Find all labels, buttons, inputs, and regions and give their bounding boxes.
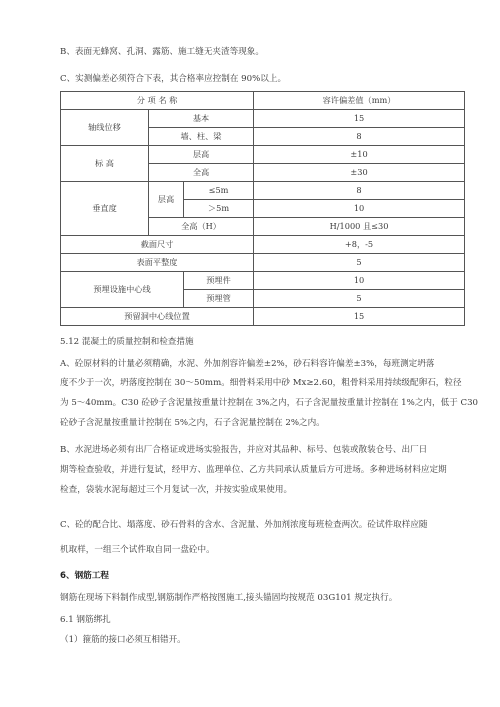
paragraph-a-line: A、砼原材料的计量必须精确，水泥、外加剂容许偏差±2%，砂石料容许偏差±3%，每班测定坍落 — [60, 359, 435, 369]
table-row — [61, 272, 465, 290]
paragraph-b: B、表面无蜂窝、孔洞、露筋、施工缝无夹渣等现象。 — [60, 47, 264, 57]
table-row — [61, 236, 465, 254]
paragraph-b2-line: 检查，袋装水泥每超过三个月复试一次，并按实验成果使用。 — [60, 485, 293, 495]
paragraph-a-line: 砼砂子含泥量按重量计控制在 5%之内，石子含泥量控制在 2%之内。 — [60, 418, 325, 428]
cell-value: 8 — [254, 182, 465, 200]
cell-elev-floor: 层高 — [149, 146, 254, 164]
table-row — [61, 182, 465, 200]
section-6-1-title: 6.1 钢筋绑扎 — [60, 615, 111, 625]
item-1: （1）箍筋的接口必须互相错开。 — [60, 635, 186, 645]
table-row — [61, 254, 465, 272]
cell-value: ±10 — [254, 146, 465, 164]
rebar-intro: 钢筋在现场下料制作成型,钢筋制作严格按图施工,接头锚固均按规范 03G101 规定执行。 — [60, 593, 398, 603]
table-row — [61, 146, 465, 164]
paragraph-c: C、实测偏差必须符合下表，其合格率应控制在 90%以上。 — [60, 74, 287, 84]
cell-value: 10 — [254, 200, 465, 218]
paragraph-c2-line: 机取样，一组三个试件取自同一盘砼中。 — [60, 545, 215, 555]
cell-vert-le5: ≤5m — [184, 182, 254, 200]
cell-vert-total: 全高（H） — [149, 218, 254, 236]
header-item: 分 项 名 称 — [61, 92, 254, 110]
cell-axis-basic: 基本 — [149, 110, 254, 128]
paragraph-b2-line: B、水泥进场必须有出厂合格证或进场实验报告，并应对其品种、标号、包装或散装仓号、出厂日 — [60, 445, 428, 455]
cell-elev-total: 全高 — [149, 164, 254, 182]
cell-vert-label: 垂直度 — [61, 182, 149, 236]
cell-section-label: 截面尺寸 — [61, 236, 254, 254]
cell-hole-label: 预留洞中心线位置 — [61, 308, 254, 326]
table-row — [61, 110, 465, 128]
paragraph-b2-line: 期等检查验收，并进行复试，经甲方、监理单位、乙方共同承认质量后方可进场。多种进场材料应定期 — [60, 465, 447, 475]
section-5-12-title: 5.12 混凝土的质量控制和检查措施 — [60, 337, 194, 347]
cell-value: 15 — [254, 110, 465, 128]
cell-vert-floor: 层高 — [149, 182, 184, 218]
paragraph-a-line: 度不少于一次，坍落度控制在 30～50mm。细骨料采用中砂 Mx≥2.60，粗骨料采用持续级配卵石，粒径 — [60, 378, 462, 388]
cell-vert-gt5: ＞5m — [184, 200, 254, 218]
tolerance-table — [60, 91, 465, 326]
header-tolerance: 容许偏差值（mm） — [254, 92, 465, 110]
cell-axis-wall: 墙、柱、梁 — [149, 128, 254, 146]
paragraph-a-line: 为 5～40mm。C30 砼砂子含泥量按重量计控制在 3%之内，石子含泥量按重量计控制在 1%之内，低于 C30 — [60, 398, 479, 408]
cell-value: +8，-5 — [254, 236, 465, 254]
section-6-heading: 6、钢筋工程 — [60, 571, 109, 581]
cell-embed-pipe: 预埋管 — [184, 290, 254, 308]
paragraph-c2-line: C、砼的配合比、塌落度、砂石骨料的含水、含泥量、外加剂浓度每班检查两次。砼试件取样应随 — [60, 520, 428, 530]
cell-value: 5 — [254, 254, 465, 272]
cell-value: 15 — [254, 308, 465, 326]
cell-flat-label: 表面平整度 — [61, 254, 254, 272]
cell-value: ±30 — [254, 164, 465, 182]
cell-value: H/1000 且≤30 — [254, 218, 465, 236]
cell-axis-label: 轴线位移 — [61, 110, 149, 146]
table-row — [61, 308, 465, 326]
cell-elev-label: 标 高 — [61, 146, 149, 182]
table-row — [61, 92, 465, 110]
cell-value: 8 — [254, 128, 465, 146]
cell-embed-part: 预埋件 — [184, 272, 254, 290]
cell-value: 5 — [254, 290, 465, 308]
cell-value: 10 — [254, 272, 465, 290]
cell-embed-label: 预埋设施中心线 — [61, 272, 184, 308]
